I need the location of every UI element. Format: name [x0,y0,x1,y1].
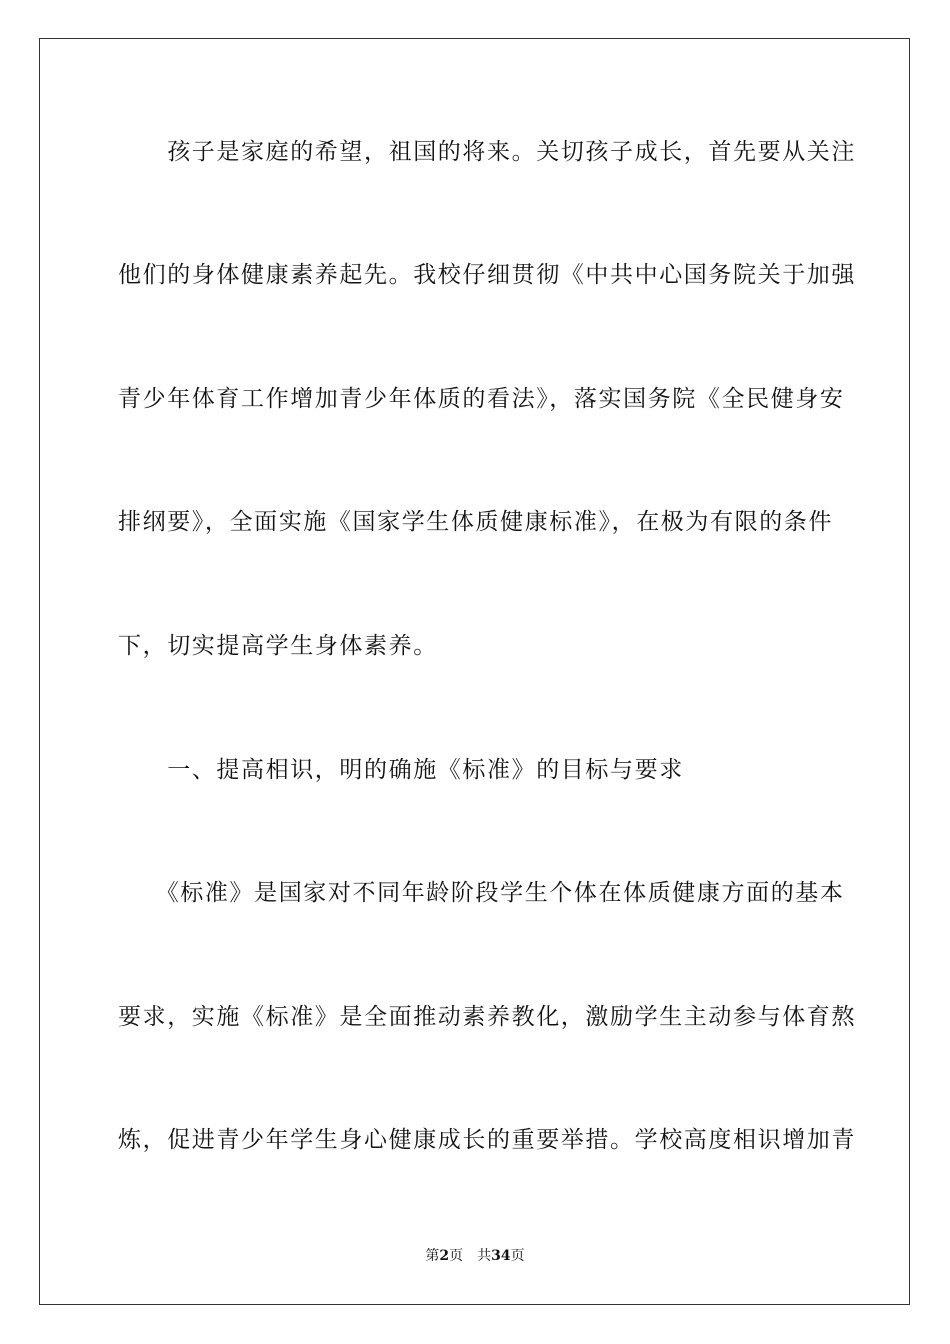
paragraph-line-7: 要求，实施《标准》是全面推动素养教化，激励学生主动参与体育熬 [118,1004,856,1030]
paragraph-line-2: 他们的身体健康素养起先。我校仔细贯彻《中共中心国务院关于加强 [118,262,856,288]
paragraph-line-1: 孩子是家庭的希望，祖国的将来。关切孩子成长，首先要从关注 [118,139,856,165]
page-number: 2 [439,1248,450,1264]
page-suffix: 页 [449,1248,464,1264]
paragraph-line-4: 排纲要》，全面实施《国家学生体质健康标准》，在极为有限的条件 [118,509,833,535]
section-heading: 一、提高相识，明的确施《标准》的目标与要求 [118,757,684,783]
page-border [39,38,910,1305]
paragraph-line-8: 炼，促进青少年学生身心健康成长的重要举措。学校高度相识增加青 [118,1127,856,1153]
paragraph-line-3: 青少年体育工作增加青少年体质的看法》，落实国务院《全民健身安 [118,386,845,412]
total-pages: 34 [491,1248,511,1264]
page-footer [0,1246,950,1266]
page-prefix: 第 [425,1248,440,1264]
total-suffix: 页 [510,1248,525,1264]
paragraph-line-6: 《标准》是国家对不同年龄阶段学生个体在体质健康方面的基本 [118,880,845,906]
paragraph-line-5: 下，切实提高学生身体素养。 [118,633,438,659]
total-prefix: 共 [477,1248,492,1264]
